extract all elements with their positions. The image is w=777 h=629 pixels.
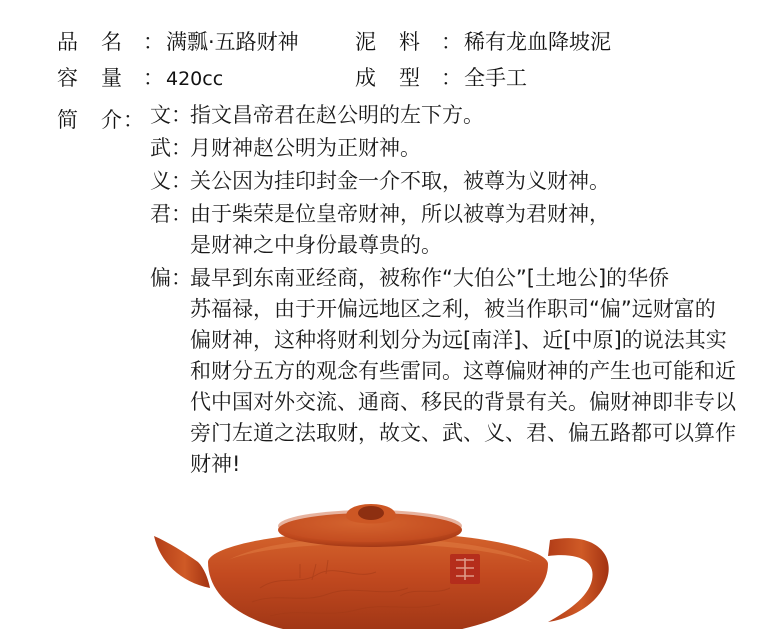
teapot-seal xyxy=(450,554,480,584)
intro-item-key xyxy=(150,133,190,164)
intro-line: 苏福禄，由于开偏远地区之利，被当作职司“偏”远财富的 xyxy=(190,297,716,321)
intro-line: 旁门左道之法取财，故文、武、义、君、偏五路都可以算作 xyxy=(190,421,736,445)
teapot-spout xyxy=(154,536,210,588)
spec-value-capacity: 420cc xyxy=(166,68,224,90)
spec-label-forming: 成 型 xyxy=(355,66,421,90)
intro-item-key-colon: ： xyxy=(171,202,192,226)
intro-line: 是财神之中身份最尊贵的。 xyxy=(190,233,442,257)
intro-line: 指文昌帝君在赵公明的左下方。 xyxy=(190,103,484,127)
intro-item-key-text: 君 xyxy=(150,202,171,226)
intro-line: 偏财神，这种将财利划分为远[南洋]、近[中原]的说法其实 xyxy=(190,328,727,352)
intro-item-key xyxy=(150,100,190,131)
spec-cell-material xyxy=(355,26,611,56)
intro-item-key-colon: ： xyxy=(171,136,192,160)
spec-label-name: 品 名 xyxy=(57,30,123,54)
spec-cell-forming xyxy=(355,62,527,92)
intro-item-text xyxy=(190,199,757,261)
intro-line: 最早到东南亚经商，被称作“大伯公”[土地公]的华侨 xyxy=(190,266,670,290)
intro-item-key-colon: ： xyxy=(171,266,192,290)
intro-label: 简 介 xyxy=(57,108,123,132)
intro-items xyxy=(150,100,757,480)
product-photo xyxy=(0,470,777,629)
intro-section xyxy=(57,100,757,482)
spec-value-material: 稀有龙血降坡泥 xyxy=(464,30,611,54)
intro-item-key xyxy=(150,199,190,230)
intro-item-jun xyxy=(150,199,757,261)
intro-line: 代中国对外交流、通商、移民的背景有关。偏财神即非专以 xyxy=(190,390,736,414)
intro-item-text xyxy=(190,133,757,164)
spec-value-name: 满瓢·五路财神 xyxy=(166,30,299,54)
intro-item-key-colon: ： xyxy=(171,169,192,193)
intro-item-key xyxy=(150,263,190,294)
spec-cell-name xyxy=(0,26,355,56)
spec-label-capacity: 容 量 xyxy=(57,66,123,90)
intro-item-key-text: 武 xyxy=(150,136,171,160)
spec-row xyxy=(0,26,777,62)
intro-item-text xyxy=(190,166,757,197)
intro-label-group xyxy=(57,104,146,134)
intro-line: 财神! xyxy=(190,452,241,476)
teapot-knob-hole xyxy=(358,506,384,520)
spec-colon: ： xyxy=(143,30,164,54)
intro-item-key-text: 偏 xyxy=(150,266,171,290)
spec-colon: ： xyxy=(143,66,164,90)
spec-label-material: 泥 料 xyxy=(355,30,421,54)
spec-table xyxy=(0,26,777,98)
spec-cell-capacity xyxy=(0,62,355,92)
intro-item-yi xyxy=(150,166,757,197)
intro-line: 和财分五方的观念有些雷同。这尊偏财神的产生也可能和近 xyxy=(190,359,736,383)
intro-item-key-text: 文 xyxy=(150,103,171,127)
intro-item-text xyxy=(190,263,757,480)
intro-item-pian xyxy=(150,263,757,480)
teapot-illustration xyxy=(150,470,670,629)
intro-line: 由于柴荣是位皇帝财神，所以被尊为君财神， xyxy=(190,202,610,226)
spec-colon: ： xyxy=(441,66,462,90)
spec-row xyxy=(0,62,777,98)
spec-value-forming: 全手工 xyxy=(464,66,527,90)
intro-item-key xyxy=(150,166,190,197)
intro-item-wen xyxy=(150,100,757,131)
intro-item-key-text: 义 xyxy=(150,169,171,193)
intro-line: 月财神赵公明为正财神。 xyxy=(190,136,421,160)
spec-colon: ： xyxy=(441,30,462,54)
intro-item-wu xyxy=(150,133,757,164)
intro-item-text xyxy=(190,100,757,131)
intro-item-key-colon: ： xyxy=(171,103,192,127)
intro-line: 关公因为挂印封金一介不取，被尊为义财神。 xyxy=(190,169,610,193)
teapot-handle xyxy=(548,538,609,622)
intro-colon: ： xyxy=(123,108,144,132)
